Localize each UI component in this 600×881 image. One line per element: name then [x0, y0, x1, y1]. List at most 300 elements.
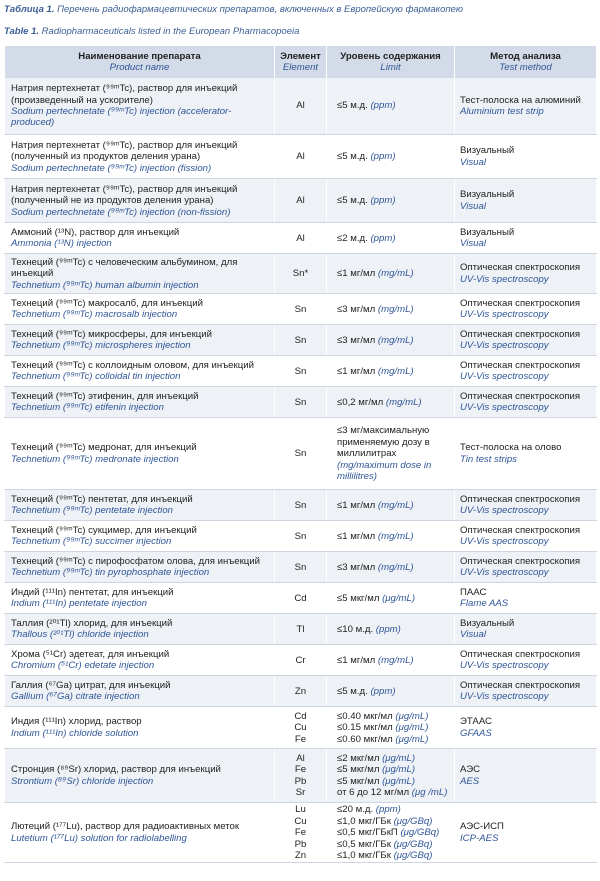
- limit-value: [337, 804, 450, 815]
- element-symbol: Zn: [294, 685, 307, 697]
- limit-cell: [327, 490, 455, 521]
- limit-cell: [327, 135, 455, 179]
- method-ru: Оптическая спектроскопия: [460, 648, 581, 660]
- limit-unit-en: (mg/mL): [377, 561, 414, 573]
- header-limit-en: Limit: [380, 62, 401, 74]
- limit-amount: ≤3 мг/мл: [337, 334, 378, 346]
- limit-value: [337, 268, 450, 279]
- limit-unit-en: (ppm): [370, 232, 396, 244]
- product-name-ru: Таллия (²⁰¹Tl) хлорид, для инъекций: [11, 617, 173, 629]
- product-name-ru: Технеций (⁹⁹ᵐTc) микросферы, для инъекций: [11, 328, 212, 340]
- product-name-en: Sodium pertechnetate (⁹⁹ᵐTc) injection (non-fission): [11, 206, 231, 218]
- method-cell: [455, 135, 597, 179]
- limit-amount: ≤5 м.д.: [337, 100, 371, 112]
- table-row: [5, 521, 597, 552]
- radiopharmaceuticals-table: [4, 46, 597, 863]
- limit-amount: ≤3 мг/мл: [337, 561, 378, 573]
- limit-value: [337, 827, 450, 838]
- limit-cell: [327, 803, 455, 863]
- method-en: UV-Vis spectroscopy: [460, 536, 549, 548]
- limit-value: [337, 593, 450, 604]
- table-row: [5, 676, 597, 707]
- method-cell: [455, 223, 597, 254]
- limit-unit-en: (ppm): [375, 623, 401, 635]
- limit-value: [337, 839, 450, 850]
- table-row: [5, 135, 597, 179]
- limit-unit-en: (mg/maximum dose in millilitres): [337, 459, 432, 482]
- product-name-cell: [5, 645, 275, 676]
- header-method-en: Test method: [499, 62, 552, 74]
- method-cell: [455, 803, 597, 863]
- header-method-ru: Метод анализа: [490, 51, 561, 62]
- table-row: [5, 387, 597, 418]
- product-name-ru: Натрия пертехнетат (⁹⁹ᵐTc), раствор для инъекций (произведенный на ускорителе): [11, 83, 238, 106]
- method-cell: [455, 387, 597, 418]
- limit-unit-en: (μg/mL): [395, 710, 429, 722]
- limit-value: [337, 734, 450, 745]
- limit-cell: [327, 614, 455, 645]
- method-cell: [455, 418, 597, 490]
- method-en: UV-Vis spectroscopy: [460, 660, 549, 672]
- limit-value: [337, 366, 450, 377]
- product-name-cell: [5, 583, 275, 614]
- method-ru: АЭС: [460, 764, 481, 776]
- limit-cell: [327, 552, 455, 583]
- limit-unit-en: (μg/mL): [382, 764, 416, 776]
- method-ru: ЭТААС: [460, 716, 492, 728]
- element-cell: [275, 645, 327, 676]
- method-en: UV-Vis spectroscopy: [460, 567, 549, 579]
- caption-en-label: Table 1.: [4, 26, 40, 37]
- limit-value: [337, 624, 450, 635]
- element-symbol: Cu: [294, 815, 307, 827]
- method-en: UV-Vis spectroscopy: [460, 309, 549, 321]
- table-row: [5, 223, 597, 254]
- method-ru: Оптическая спектроскопия: [460, 297, 581, 309]
- limit-value: [337, 753, 450, 764]
- product-name-cell: [5, 78, 275, 135]
- limit-unit-en: (μg/mL): [382, 753, 416, 764]
- limit-unit-en: (μg/mL): [395, 733, 429, 745]
- element-symbol: Lu: [295, 804, 306, 816]
- limit-cell: [327, 749, 455, 803]
- element-cell: [275, 749, 327, 803]
- table-row: [5, 78, 597, 135]
- element-cell: [275, 707, 327, 749]
- limit-amount: ≤5 м.д.: [337, 195, 371, 207]
- method-en: GFAAS: [460, 727, 492, 739]
- table-body: [5, 78, 597, 863]
- element-symbol: Pb: [294, 838, 307, 850]
- element-cell: [275, 552, 327, 583]
- method-ru: Визуальный: [460, 145, 515, 157]
- limit-unit-en: (μg/GBq): [393, 815, 433, 827]
- element-symbol: Al: [296, 753, 305, 764]
- element-symbol: Sr: [295, 787, 306, 799]
- element-cell: [275, 583, 327, 614]
- product-name-cell: [5, 803, 275, 863]
- limit-value: [337, 722, 450, 733]
- method-ru: Оптическая спектроскопия: [460, 493, 581, 505]
- table-row: [5, 645, 597, 676]
- product-name-en: Technetium (⁹⁹ᵐTc) colloidal tin injection: [11, 371, 181, 383]
- product-name-cell: [5, 179, 275, 223]
- limit-amount: ≤5 мкг/мл: [337, 592, 383, 604]
- element-cell: [275, 78, 327, 135]
- table-row: [5, 418, 597, 490]
- product-name-ru: Технеций (⁹⁹ᵐTc) медронат, для инъекций: [11, 442, 197, 454]
- product-name-cell: [5, 294, 275, 325]
- limit-amount: ≤0,5 мкг/ГБк: [337, 838, 394, 850]
- table-row: [5, 325, 597, 356]
- product-name-ru: Технеций (⁹⁹ᵐTc) с человеческим альбумином, для инъекций: [11, 256, 238, 280]
- table-row: [5, 552, 597, 583]
- product-name-cell: [5, 749, 275, 803]
- product-name-en: Technetium (⁹⁹ᵐTc) etifenin injection: [11, 402, 164, 414]
- limit-unit-en: (mg/mL): [385, 396, 422, 408]
- header-element-ru: Элемент: [280, 51, 321, 62]
- header-limit-ru: Уровень содержания: [340, 51, 441, 62]
- limit-unit-en: (mg/mL): [377, 530, 414, 542]
- limit-amount: ≤2 мкг/мл: [337, 753, 383, 764]
- product-name-en: Technetium (⁹⁹ᵐTc) tin pyrophosphate injection: [11, 567, 210, 579]
- product-name-cell: [5, 521, 275, 552]
- method-cell: [455, 490, 597, 521]
- limit-amount: ≤3 мг/максимальную применяемую дозу в миллилитрах: [337, 425, 430, 460]
- limit-amount: ≤5 м.д.: [337, 685, 371, 697]
- limit-cell: [327, 223, 455, 254]
- limit-amount: от 6 до 12 мг/мл: [337, 787, 412, 799]
- element-symbol: Fe: [294, 764, 307, 776]
- element-cell: [275, 223, 327, 254]
- limit-value: [337, 711, 450, 722]
- method-en: UV-Vis spectroscopy: [460, 273, 549, 285]
- method-cell: [455, 78, 597, 135]
- limit-amount: ≤3 мг/мл: [337, 303, 378, 315]
- limit-amount: ≤1 мг/мл: [337, 499, 378, 511]
- method-ru: Оптическая спектроскопия: [460, 390, 581, 402]
- product-name-ru: Технеций (⁹⁹ᵐTc) сукцимер, для инъекций: [11, 524, 197, 536]
- element-cell: [275, 490, 327, 521]
- table-row: [5, 749, 597, 803]
- method-en: UV-Vis spectroscopy: [460, 371, 549, 383]
- element-symbol: Sn: [294, 561, 307, 573]
- caption-en: [4, 25, 596, 38]
- product-name-en: Indium (¹¹¹In) chloride solution: [11, 727, 139, 739]
- table-row: [5, 614, 597, 645]
- limit-amount: ≤20 м.д.: [337, 804, 376, 816]
- limit-unit-en: (mg/mL): [377, 365, 414, 377]
- product-name-en: Sodium pertechnetate (⁹⁹ᵐTc) injection (accelerator-produced): [11, 106, 232, 129]
- method-en: Flame AAS: [460, 598, 509, 610]
- method-en: Visual: [460, 200, 486, 212]
- caption-ru-label: Таблица 1.: [4, 4, 55, 15]
- method-en: ICP-AES: [460, 832, 499, 844]
- product-name-en: Lutetium (¹⁷⁷Lu) solution for radiolabelling: [11, 832, 187, 844]
- method-en: UV-Vis spectroscopy: [460, 691, 549, 703]
- limit-amount: ≤1 мг/мл: [337, 530, 378, 542]
- product-name-cell: [5, 135, 275, 179]
- method-ru: Оптическая спектроскопия: [460, 328, 581, 340]
- method-en: Visual: [460, 238, 486, 250]
- element-cell: [275, 521, 327, 552]
- product-name-cell: [5, 490, 275, 521]
- element-cell: [275, 179, 327, 223]
- limit-value: [337, 776, 450, 787]
- product-name-ru: Индия (¹¹¹In) хлорид, раствор: [11, 716, 142, 728]
- method-en: UV-Vis spectroscopy: [460, 505, 549, 517]
- product-name-ru: Индий (¹¹¹In) пентетат, для инъекций: [11, 586, 174, 598]
- limit-cell: [327, 325, 455, 356]
- element-symbol: Al: [296, 100, 305, 112]
- method-en: AES: [460, 775, 480, 787]
- limit-cell: [327, 676, 455, 707]
- product-name-en: Technetium (⁹⁹ᵐTc) macrosalb injection: [11, 309, 178, 321]
- element-symbol: Al: [296, 151, 305, 163]
- limit-unit-en: (μg/mL): [382, 775, 416, 787]
- product-name-ru: Лютеций (¹⁷⁷Lu), раствор для радиоактивных меток: [11, 821, 240, 833]
- method-en: UV-Vis spectroscopy: [460, 402, 549, 414]
- product-name-en: Thallous (²⁰¹Tl) chloride injection: [11, 629, 149, 641]
- limit-cell: [327, 418, 455, 490]
- limit-amount: ≤2 м.д.: [337, 232, 371, 244]
- limit-unit-en: (mg/mL): [377, 303, 414, 315]
- element-cell: [275, 418, 327, 490]
- method-en: Visual: [460, 629, 486, 641]
- product-name-ru: Стронция (⁸⁹Sr) хлорид, раствор для инъекций: [11, 764, 221, 776]
- element-symbol: Fe: [294, 827, 307, 839]
- method-cell: [455, 707, 597, 749]
- element-symbol: Sn: [294, 334, 307, 346]
- limit-amount: ≤1 мг/мл: [337, 268, 378, 280]
- product-name-ru: Технеций (⁹⁹ᵐTc) с коллоидным оловом, для инъекций: [11, 359, 254, 371]
- table-row: [5, 254, 597, 294]
- limit-amount: ≤5 м.д.: [337, 151, 371, 163]
- element-symbol: Cd: [294, 592, 307, 604]
- limit-cell: [327, 294, 455, 325]
- limit-amount: ≤10 м.д.: [337, 623, 376, 635]
- product-name-cell: [5, 387, 275, 418]
- table-row: [5, 490, 597, 521]
- table-row: [5, 294, 597, 325]
- product-name-cell: [5, 223, 275, 254]
- product-name-ru: Технеций (⁹⁹ᵐTc) с пирофосфатом олова, для инъекций: [11, 555, 261, 567]
- limit-value: [337, 531, 450, 542]
- table-row: [5, 707, 597, 749]
- method-ru: Визуальный: [460, 189, 515, 201]
- limit-unit-en: (μg/GBq): [393, 849, 433, 861]
- product-name-en: Chromium (⁵¹Cr) edetate injection: [11, 660, 155, 672]
- method-ru: Оптическая спектроскопия: [460, 262, 581, 274]
- element-symbol: Al: [296, 232, 305, 244]
- table-captions: [4, 3, 596, 38]
- product-name-en: Gallium (⁶⁷Ga) citrate injection: [11, 691, 140, 703]
- product-name-en: Technetium (⁹⁹ᵐTc) microspheres injection: [11, 340, 191, 352]
- product-name-cell: [5, 676, 275, 707]
- limit-amount: ≤5 мкг/мл: [337, 764, 383, 776]
- element-cell: [275, 803, 327, 863]
- element-symbol: Cr: [295, 654, 306, 666]
- limit-value: [337, 562, 450, 573]
- limit-unit-en: (μg/mL): [382, 592, 416, 604]
- limit-cell: [327, 254, 455, 294]
- method-en: Visual: [460, 156, 486, 168]
- limit-value: [337, 787, 450, 798]
- element-symbol: Cu: [294, 722, 307, 734]
- limit-unit-en: (ppm): [370, 151, 396, 163]
- limit-amount: ≤1,0 мкг/ГБк: [337, 815, 394, 827]
- limit-unit-en: (mg/mL): [377, 268, 414, 280]
- limit-unit-en: (ppm): [375, 804, 401, 816]
- element-cell: [275, 294, 327, 325]
- method-ru: Оптическая спектроскопия: [460, 359, 581, 371]
- method-ru: Тест-полоска на алюминий: [460, 94, 581, 106]
- limit-amount: ≤1 мг/мл: [337, 365, 378, 377]
- limit-cell: [327, 521, 455, 552]
- limit-value: [337, 850, 450, 861]
- product-name-cell: [5, 325, 275, 356]
- table-row: [5, 583, 597, 614]
- product-name-ru: Галлия (⁶⁷Ga) цитрат, для инъекций: [11, 679, 171, 691]
- element-symbol: Sn*: [292, 268, 309, 280]
- limit-unit-en: (mg/mL): [377, 654, 414, 666]
- element-symbol: Zn: [294, 849, 307, 861]
- header-limit: [327, 46, 455, 78]
- method-cell: [455, 254, 597, 294]
- limit-amount: ≤1,0 мкг/ГБк: [337, 849, 394, 861]
- limit-amount: ≤0.60 мкг/мл: [337, 733, 396, 745]
- limit-amount: ≤0.40 мкг/мл: [337, 710, 396, 722]
- product-name-en: Technetium (⁹⁹ᵐTc) human albumin injection: [11, 279, 199, 291]
- header-product-name-en: Product name: [109, 62, 170, 74]
- limit-value: [337, 686, 450, 697]
- product-name-ru: Натрия пертехнетат (⁹⁹ᵐTc), раствор для инъекций (полученный не из продуктов деления урана): [11, 183, 238, 207]
- method-cell: [455, 356, 597, 387]
- product-name-ru: Хрома (⁵¹Cr) эдетеат, для инъекций: [11, 648, 170, 660]
- product-name-ru: Технеций (⁹⁹ᵐTc) этифенин, для инъекций: [11, 390, 199, 402]
- element-symbol: Sn: [294, 303, 307, 315]
- method-ru: Тест-полоска на олово: [460, 442, 562, 454]
- method-cell: [455, 179, 597, 223]
- element-symbol: Sn: [294, 448, 307, 460]
- limit-value: [337, 100, 450, 111]
- limit-cell: [327, 356, 455, 387]
- method-ru: Визуальный: [460, 617, 515, 629]
- product-name-ru: Натрия пертехнетат (⁹⁹ᵐTc), раствор для инъекций (полученный из продуктов деления урана): [11, 139, 238, 163]
- limit-value: [337, 151, 450, 162]
- product-name-en: Technetium (⁹⁹ᵐTc) medronate injection: [11, 453, 179, 465]
- limit-unit-en: (μg/GBq): [400, 827, 440, 839]
- product-name-en: Ammonia (¹³N) injection: [11, 238, 112, 250]
- header-product-name: [5, 46, 275, 78]
- table-header-row: [5, 46, 597, 78]
- element-symbol: Sn: [294, 396, 307, 408]
- element-symbol: Sn: [294, 499, 307, 511]
- element-cell: [275, 387, 327, 418]
- method-ru: Оптическая спектроскопия: [460, 555, 581, 567]
- limit-unit-en: (μg/GBq): [393, 838, 433, 850]
- limit-unit-en: (μg /mL): [411, 787, 448, 799]
- method-cell: [455, 521, 597, 552]
- limit-value: [337, 816, 450, 827]
- element-cell: [275, 356, 327, 387]
- limit-value: [337, 195, 450, 206]
- limit-cell: [327, 387, 455, 418]
- product-name-en: Technetium (⁹⁹ᵐTc) succimer injection: [11, 536, 172, 548]
- method-ru: АЭС-ИСП: [460, 821, 504, 833]
- element-symbol: Tl: [296, 623, 305, 635]
- product-name-en: Strontium (⁸⁹Sr) chloride injection: [11, 775, 154, 787]
- limit-cell: [327, 645, 455, 676]
- method-en: Aluminium test strip: [460, 106, 544, 118]
- product-name-cell: [5, 614, 275, 645]
- element-cell: [275, 325, 327, 356]
- limit-value: [337, 397, 450, 408]
- caption-ru: [4, 3, 596, 16]
- limit-amount: ≤0,5 мкг/ГБкП: [337, 827, 401, 839]
- element-cell: [275, 614, 327, 645]
- limit-value: [337, 335, 450, 346]
- product-name-cell: [5, 552, 275, 583]
- header-method: [455, 46, 597, 78]
- limit-unit-en: (ppm): [370, 100, 396, 112]
- method-en: UV-Vis spectroscopy: [460, 340, 549, 352]
- method-ru: ПААС: [460, 586, 487, 598]
- limit-cell: [327, 583, 455, 614]
- element-cell: [275, 135, 327, 179]
- method-cell: [455, 294, 597, 325]
- product-name-cell: [5, 418, 275, 490]
- method-cell: [455, 583, 597, 614]
- limit-value: [337, 500, 450, 511]
- limit-cell: [327, 707, 455, 749]
- table-row: [5, 803, 597, 863]
- method-ru: Визуальный: [460, 226, 515, 238]
- limit-value: [337, 304, 450, 315]
- caption-ru-text: Перечень радиофармацевтических препаратов, включенных в Европейскую фармакопею: [57, 4, 464, 15]
- method-ru: Оптическая спектроскопия: [460, 679, 581, 691]
- element-symbol: Cd: [294, 710, 307, 722]
- limit-unit-en: (ppm): [370, 195, 396, 207]
- limit-unit-en: (ppm): [370, 685, 396, 697]
- method-cell: [455, 614, 597, 645]
- product-name-en: Sodium pertechnetate (⁹⁹ᵐTc) injection (fission): [11, 162, 212, 174]
- method-cell: [455, 749, 597, 803]
- limit-unit-en: (mg/mL): [377, 334, 414, 346]
- element-symbol: Pb: [294, 775, 307, 787]
- element-symbol: Fe: [294, 733, 307, 745]
- method-cell: [455, 645, 597, 676]
- limit-value: [337, 233, 450, 244]
- header-element: [275, 46, 327, 78]
- limit-value: [337, 764, 450, 775]
- limit-amount: ≤1 мг/мл: [337, 654, 378, 666]
- product-name-cell: [5, 707, 275, 749]
- header-element-en: Element: [282, 62, 319, 74]
- element-cell: [275, 254, 327, 294]
- element-cell: [275, 676, 327, 707]
- limit-amount: ≤0.15 мкг/мл: [337, 722, 396, 734]
- limit-amount: ≤5 мкг/мл: [337, 775, 383, 787]
- method-cell: [455, 552, 597, 583]
- limit-unit-en: (μg/mL): [395, 722, 429, 734]
- product-name-cell: [5, 254, 275, 294]
- product-name-cell: [5, 356, 275, 387]
- method-cell: [455, 676, 597, 707]
- limit-amount: ≤0,2 мг/мл: [337, 396, 386, 408]
- limit-value: [337, 425, 450, 482]
- method-ru: Оптическая спектроскопия: [460, 524, 581, 536]
